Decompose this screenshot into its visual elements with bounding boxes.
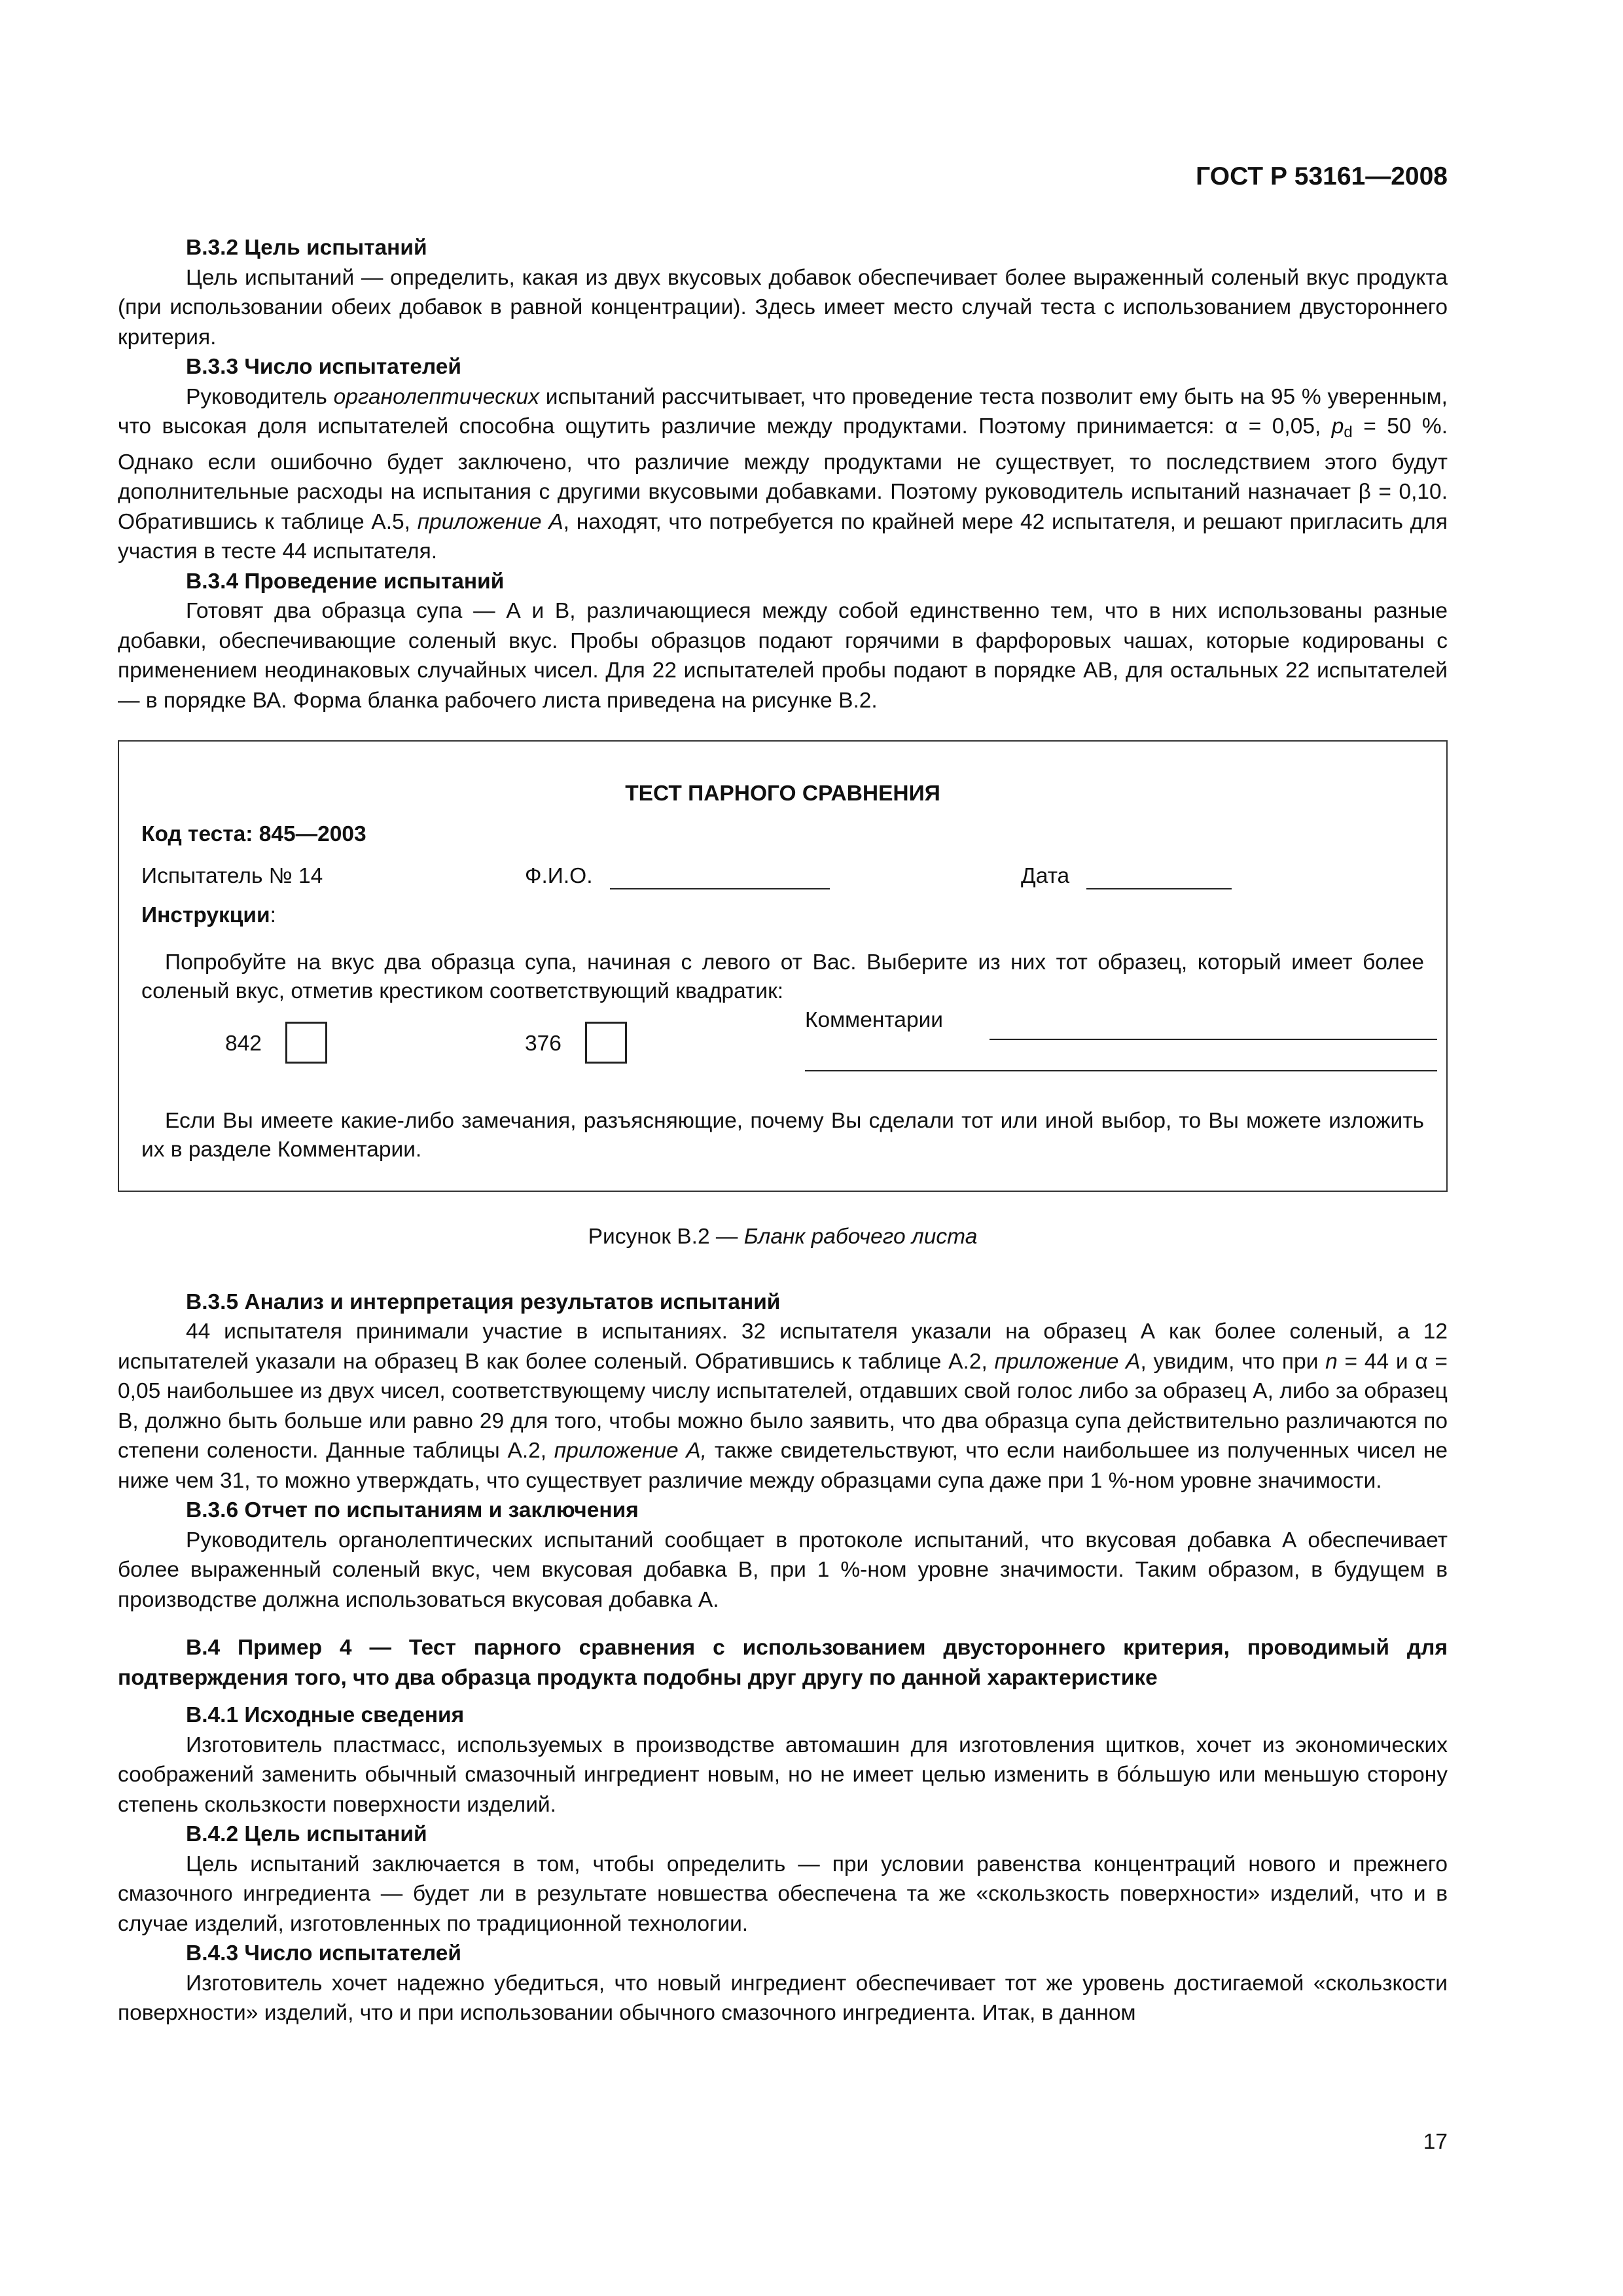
section-heading-b36: В.3.6 Отчет по испытаниям и заключения (186, 1498, 639, 1522)
section-heading-b42: В.4.2 Цель испытаний (186, 1822, 427, 1846)
section-text-b32: Цель испытаний — определить, какая из двух вкусовых добавок обеспечивает более выраженный соленый вкус продукта (при использовании обеих добавок в равной концентрации). Здесь имеет место случай теста с использованием двустороннего критерия. (118, 265, 1448, 350)
form-test-code: Код теста: 845—2003 (141, 822, 366, 846)
form-note-text: Если Вы имеете какие-либо замечания, разъясняющие, почему Вы сделали тот или иной выбор, то Вы можете изложить их в разделе Комментарии. (141, 1109, 1424, 1162)
form-fio-label: Ф.И.О. (525, 864, 593, 888)
form-title: ТЕСТ ПАРНОГО СРАВНЕНИЯ (625, 781, 940, 806)
form-instructions-label: Инструкции: (141, 903, 276, 927)
form-sample-code-2: 376 (525, 1031, 562, 1056)
page-content (118, 233, 1448, 2028)
section-heading-b35: В.3.5 Анализ и интерпретация результатов испытаний (186, 1289, 781, 1314)
document-standard-number: ГОСТ Р 53161—2008 (1196, 162, 1448, 190)
worksheet-form-figure (118, 740, 1448, 1192)
page-number: 17 (1423, 2130, 1448, 2154)
form-sample-code-1: 842 (225, 1031, 262, 1056)
form-date-label: Дата (1021, 864, 1070, 888)
figure-caption: Рисунок В.2 — Бланк рабочего листа (588, 1225, 978, 1249)
form-comments-label: Комментарии (805, 1008, 943, 1032)
section-heading-b32: В.3.2 Цель испытаний (186, 236, 427, 260)
section-text-b36: Руководитель органолептических испытаний сообщает в протоколе испытаний, что вкусовая добавка А обеспечивает более выраженный соленый вкус, чем вкусовая добавка В, при 1 %-ном уровне значимости. Таким образом, в будущем в производстве должна использоваться вкусовая добавка А. (118, 1528, 1448, 1612)
section-heading-b33: В.3.3 Число испытателей (186, 355, 461, 379)
form-comments-line-1 (990, 1039, 1437, 1040)
section-heading-b34: В.3.4 Проведение испытаний (186, 569, 505, 594)
form-checkbox-sample-2 (585, 1022, 627, 1064)
form-date-line (1086, 888, 1232, 889)
section-text-b41: Изготовитель пластмасс, используемых в производстве автомашин для изготовления щитков, хочет из экономических соображений заменить обычный смазочный ингредиент новым, но не имеет целью изменить в бóльшую или меньшую сторону степень скользкости поверхности изделий. (118, 1732, 1448, 1817)
section-heading-b43: В.4.3 Число испытателей (186, 1941, 461, 1965)
form-fio-line (610, 888, 830, 889)
form-instructions-text: Попробуйте на вкус два образца супа, начиная с левого от Вас. Выберите из них тот образец, который имеет более соленый вкус, отметив крестиком соответствующий квадратик: (141, 950, 1424, 1003)
section-heading-b4: В.4 Пример 4 — Тест парного сравнения с использованием двустороннего критерия, проводимый для подтверждения того, что два образца продукта подобны друг другу по данной характеристике (118, 1636, 1448, 1690)
form-tester-number: Испытатель № 14 (141, 864, 323, 888)
section-text-b34: Готовят два образца супа — А и В, различающиеся между собой единственно тем, что в них использованы разные добавки, обеспечивающие соленый вкус. Пробы образцов подают горячими в фарфоровых чашах, которые кодированы с применением неодинаковых случайных чисел. Для 22 испытателей пробы подают в порядке АВ, для остальных 22 испытателей — в порядке ВА. Форма бланка рабочего листа приведена на рисунке В.2. (118, 599, 1448, 713)
form-checkbox-sample-1 (285, 1022, 327, 1064)
section-text-b42: Цель испытаний заключается в том, чтобы определить — при условии равенства концентраций нового и прежнего смазочного ингредиента — будет ли в результате новшества обеспечена та же «скользкость поверхности» изделий, что и в случае изделий, изготовленных по традиционной технологии. (118, 1852, 1448, 1936)
section-heading-b41: В.4.1 Исходные сведения (186, 1703, 465, 1727)
section-text-b33: Руководитель органолептических испытаний рассчитывает, что проведение теста позволит ему быть на 95 % уверенным, что высокая доля испытателей способна ощутить различие между продуктами. Поэтому принимается: α = 0,05, $p_d = 50$ %. Однако если ошибочно будет заключено, что различие между продуктами не существует, то последствием этого будут дополнительные расходы на испытания с другими вкусовыми добавками. Поэтому руководитель испытаний назначает β = 0,10. Обратившись к таблице А.5, приложение А, находят, что потребуется по крайней мере 42 испытателя, и решают пригласить для участия в тесте 44 испытателя. (118, 384, 1448, 564)
section-text-b43: Изготовитель хочет надежно убедиться, что новый ингредиент обеспечивает тот же уровень достигаемой «скользкости поверхности» изделий, что и при использовании обычного смазочного ингредиента. Итак, в данном (118, 1971, 1448, 2025)
form-comments-line-2 (805, 1070, 1437, 1071)
section-text-b35: 44 испытателя принимали участие в испытаниях. 32 испытателя указали на образец А как более соленый, а 12 испытателей указали на образец В как более соленый. Обратившись к таблице А.2, приложение А, увидим, что при n = 44 и α = 0,05 наибольшее из двух чисел, соответствующему числу испытателей, отдавших свой голос либо за образец А, либо за образец В, должно быть больше или равно 29 для того, чтобы можно было заявить, что два образца супа действительно различаются по степени солености. Данные таблицы А.2, приложение А, также свидетельствуют, что если наибольшее из полученных чисел не ниже чем 31, то можно утверждать, что существует различие между образцами супа даже при 1 %-ном уровне значимости. (118, 1319, 1448, 1493)
